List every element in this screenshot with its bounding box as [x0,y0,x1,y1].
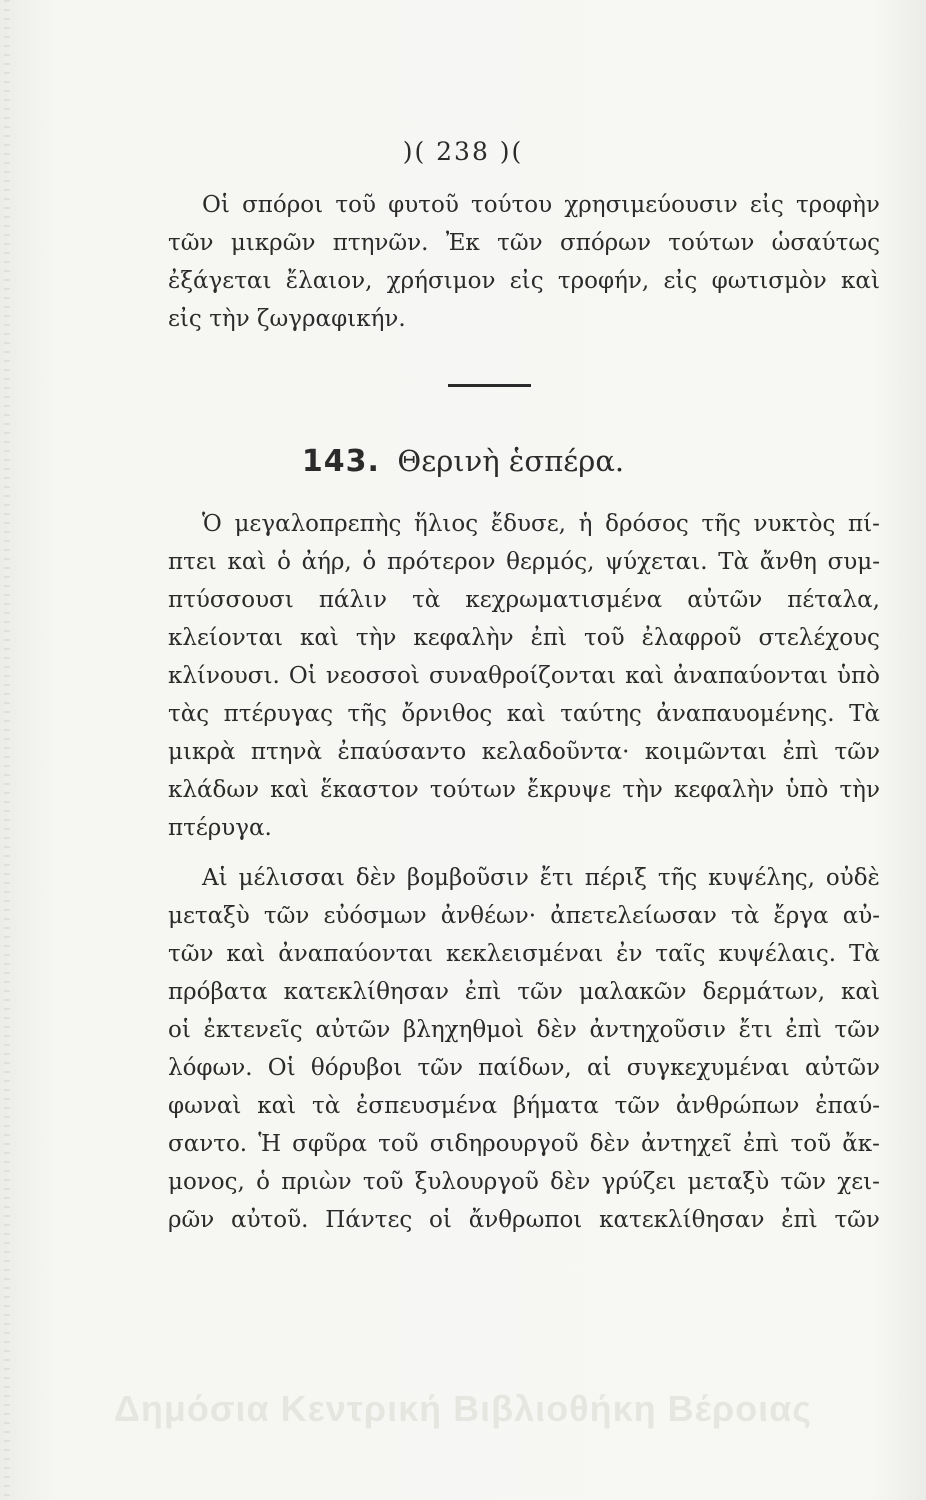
text-line: Ὁ μεγαλοπρεπὴς ἥλιος ἔδυσε, ἡ δρόσος τῆς νυκτὸς πί- [202,511,880,537]
text-line: σαντο. Ἡ σφῦρα τοῦ σιδηρουργοῦ δὲν ἀντηχεῖ ἐπὶ τοῦ ἄκ- [168,1131,880,1157]
paragraph-1 [168,505,880,847]
text-line: κλίνουσι. Οἱ νεοσσοὶ συναθροίζονται καὶ ἀναπαύονται ὑπὸ [168,663,880,689]
text-line: ρῶν αὐτοῦ. Πάντες οἱ ἄνθρωποι κατεκλίθησαν ἐπὶ τῶν [168,1207,880,1233]
text-line: Οἱ σπόροι τοῦ φυτοῦ τούτου χρησιμεύουσιν εἰς τροφὴν [202,192,880,218]
library-watermark: Δημόσια Κεντρική Βιβλιοθήκη Βέροιας [113,1388,812,1429]
text-line: μεταξὺ τῶν εὐόσμων ἀνθέων· ἀπετελείωσαν τὰ ἔργα αὐ- [168,903,880,929]
text-line: κλείονται καὶ τὴν κεφαλὴν ἐπὶ τοῦ ἐλαφροῦ στελέχους [168,625,880,651]
text-line: κλάδων καὶ ἕκαστον τούτων ἔκρυψε τὴν κεφαλὴν ὑπὸ τὴν [168,777,880,803]
section-number: 143. [301,444,380,479]
text-line: λόφων. Οἱ θόρυβοι τῶν παίδων, αἱ συγκεχυμέναι αὐτῶν [168,1055,880,1081]
text-line: ἐξάγεται ἔλαιον, χρήσιμον εἰς τροφήν, εἰς φωτισμὸν καὶ [168,268,880,294]
text-line: μικρὰ πτηνὰ ἐπαύσαντο κελαδοῦντα· κοιμῶνται ἐπὶ τῶν [168,739,880,765]
text-line: πτύσσουσι πάλιν τὰ κεχρωματισμένα αὐτῶν πέταλα, [168,587,880,613]
text-line: οἱ ἐκτενεῖς αὐτῶν βληχηθμοὶ δὲν ἀντηχοῦσιν ἔτι ἐπὶ τῶν [168,1017,880,1043]
section-divider [448,384,531,387]
page-edge-texture [4,0,10,1500]
text-line: πτει καὶ ὁ ἀήρ, ὁ πρότερον θερμός, ψύχεται. Τὰ ἄνθη συμ- [168,549,880,575]
section-title: Θερινὴ ἑσπέρα. [397,444,625,478]
text-line: τῶν μικρῶν πτηνῶν. Ἐκ τῶν σπόρων τούτων ὡσαύτως [168,230,880,256]
text-line: τὰς πτέρυγας τῆς ὄρνιθος καὶ ταύτης ἀναπαυομένης. Τὰ [168,701,880,727]
text-line: πτέρυγα. [168,815,272,841]
text-line: εἰς τὴν ζωγραφικήν. [168,306,406,332]
page-number: )( 238 )( [402,137,524,166]
text-line: πρόβατα κατεκλίθησαν ἐπὶ τῶν μαλακῶν δερμάτων, καὶ [168,979,880,1005]
text-line: φωναὶ καὶ τὰ ἐσπευσμένα βήματα τῶν ἀνθρώπων ἐπαύ- [168,1093,880,1119]
text-line: μονος, ὁ πριὼν τοῦ ξυλουργοῦ δὲν γρύζει μεταξὺ τῶν χει- [168,1169,880,1195]
paragraph-2 [168,859,880,1239]
text-line: τῶν καὶ ἀναπαύονται κεκλεισμέναι ἐν ταῖς κυψέλαις. Τὰ [168,941,880,967]
section-heading [0,444,926,479]
text-line: Αἱ μέλισσαι δὲν βομβοῦσιν ἔτι πέριξ τῆς κυψέλης, οὐδὲ [202,865,880,891]
intro-paragraph [168,186,880,338]
